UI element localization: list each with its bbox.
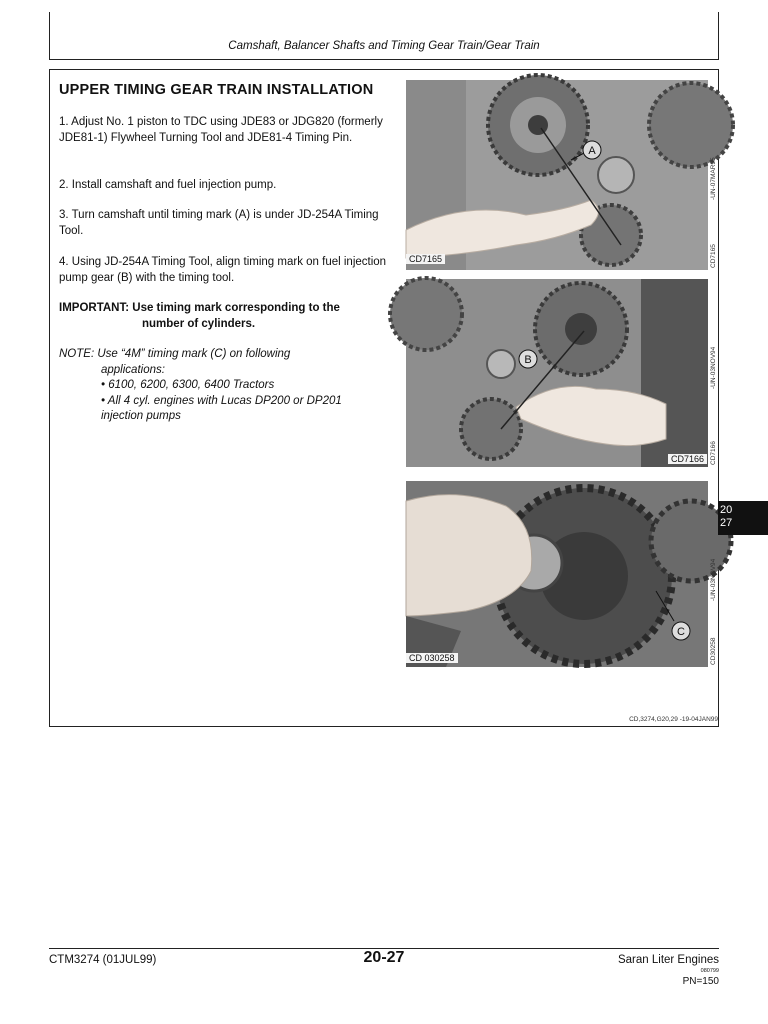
footer-pn: PN=150 xyxy=(682,976,719,987)
photo-3-code: CD 030258 xyxy=(406,653,458,663)
footer-page-number: 20-27 xyxy=(363,949,405,966)
step-2: 2. Install camshaft and fuel injection pump. xyxy=(59,179,277,191)
photo-timing-mark-c xyxy=(406,481,717,667)
photo-timing-mark-b xyxy=(406,279,717,467)
section-heading: UPPER TIMING GEAR TRAIN INSTALLATION xyxy=(59,82,374,98)
photo-3-illustration xyxy=(406,481,708,667)
document-id-footnote: CD,3274,G20,29 -19-04JAN99 xyxy=(629,716,718,723)
photo-3-callout: C xyxy=(677,626,685,638)
important-label: IMPORTANT: xyxy=(59,302,130,314)
header-title: Camshaft, Balancer Shafts and Timing Gear Train/Gear Train xyxy=(228,40,540,52)
note-bullet-2: • All 4 cyl. engines with Lucas DP200 or DP201 xyxy=(101,394,342,407)
photo-2-illustration xyxy=(406,279,708,467)
step-4: 4. Using JD-254A Timing Tool, align timing mark on fuel injection pump gear (B) with the timing tool. xyxy=(59,256,387,284)
important-line-2: number of cylinders. xyxy=(142,317,256,330)
note xyxy=(59,347,389,425)
photo-1-code: CD7165 xyxy=(406,254,445,264)
photo-timing-mark-a xyxy=(406,80,717,270)
photo-1-illustration xyxy=(406,80,708,270)
note-bullet-3: injection pumps xyxy=(101,410,181,422)
footer-engine-title: Saran Liter Engines xyxy=(617,954,719,966)
photo-3-side-id: -UN-03NOV94 xyxy=(710,558,717,601)
header-left-rule xyxy=(49,12,50,60)
footer-manual-id: CTM3274 (01JUL99) xyxy=(49,954,157,966)
note-line-2: applications: xyxy=(101,363,165,376)
section-tab xyxy=(718,501,768,535)
photo-1-callout: A xyxy=(588,145,596,157)
step-3: 3. Turn camshaft until timing mark (A) is under JD-254A Timing Tool. xyxy=(59,209,379,237)
header-right-rule xyxy=(718,12,719,60)
photo-2-side-code: CD7166 xyxy=(710,441,717,465)
note-lead: NOTE: Use “4M” timing mark (C) on following xyxy=(59,348,291,360)
important-line-1: Use timing mark corresponding to the xyxy=(132,302,340,314)
section-tab-line-2: 27 xyxy=(720,517,733,529)
photo-2-callout: B xyxy=(524,354,532,366)
photo-2-side-id: -UN-03NOV94 xyxy=(710,346,717,389)
photo-3-side-code: CD30258 xyxy=(710,637,717,665)
note-bullet-1: • 6100, 6200, 6300, 6400 Tractors xyxy=(101,379,275,391)
photo-2-code: CD7166 xyxy=(668,454,707,464)
important-notice xyxy=(59,301,389,332)
photo-1-side-code: CD7165 xyxy=(710,244,717,268)
section-tab-line-1: 20 xyxy=(720,504,733,516)
photo-1-side-id: -UN-07MAR95 xyxy=(710,157,717,200)
header-bottom-rule xyxy=(49,59,719,60)
step-1: 1. Adjust No. 1 piston to TDC using JDE83 or JDG820 (formerly JDE81-1) Flywheel Turning Tool and JDE81-4 Timing Pin. xyxy=(59,116,383,144)
footer-date: 080799 xyxy=(700,968,719,974)
